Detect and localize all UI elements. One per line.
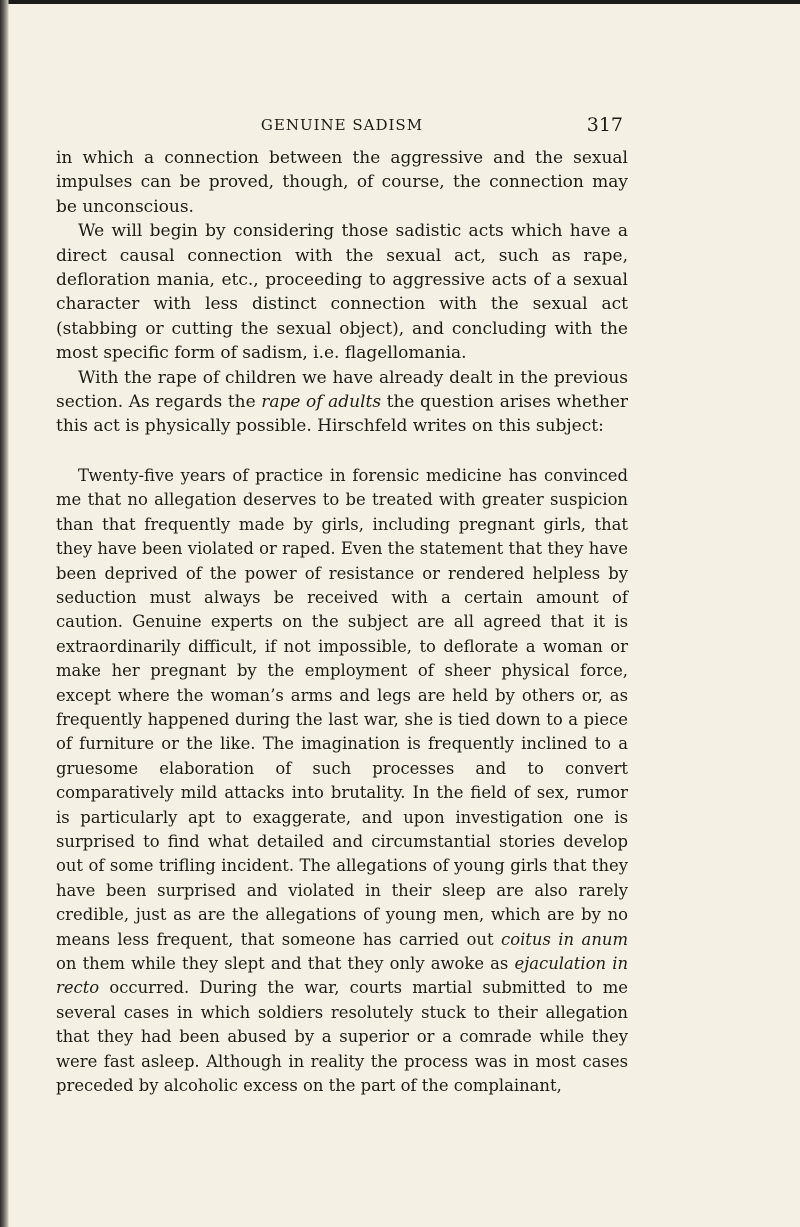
page-top-edge (0, 0, 800, 4)
book-page (56, 114, 628, 1098)
quote-text-2: on them while they slept and that they only awoke as (56, 954, 515, 973)
running-head (56, 114, 628, 146)
page-number: 317 (586, 114, 623, 136)
paragraph-3 (56, 366, 628, 439)
paragraph-2: We will begin by considering those sadistic acts which have a direct causal connection with the sexual act, such as rape, defloration mania, etc., proceeding to aggressive acts of a sexual character with less distinct connection with the sexual act (stabbing or cutting the sexual object), and concluding with the most specific form of sadism, i.e. flagellomania. (56, 221, 628, 364)
quote-italic-2: ejaculation in recto (56, 954, 628, 998)
quote-text-1: Twenty-five years of practice in forensic medicine has convinced me that no allegation deserves to be treated with greater suspicion than that frequently made by girls, including pregnant girls, that they have been violated or raped. Even the statement that they have been deprived of the power of resistance or rendered helpless by seduction must always be received with a certain amount of caution. Genuine experts on the subject are all agreed that it is extraordinarily difficult, if not impossible, to deflorate a woman or make her pregnant by the employment of sheer physical force, except where the woman’s arms and legs are held by others or, as frequently happened during the last war, she is tied down to a piece of furniture or the like. The imagination is frequently inclined to a gruesome elaboration of such processes and to convert comparatively mild attacks into brutality. In the field of sex, rumor is particularly apt to exaggerate, and upon investigation one is surprised to find what detailed and circumstantial stories develop out of some trifling incident. The allegations of young girls that they have been surprised and violated in their sleep are also rarely credible, just as are the allegations of young men, which are by no means less frequent, that someone has carried out (56, 465, 628, 949)
paragraph-1: in which a connection between the aggressive and the sexual impulses can be proved, though, of course, the connection may be unconscious. (56, 148, 628, 217)
quote-text-3: occurred. During the war, courts martial submitted to me several cases in which soldiers resolutely stuck to their allegation that they had been abused by a superior or a comrade while they were fast asleep. Although in reality the process was in most cases preceded by alcoholic excess on the part of the complainant, (56, 978, 628, 1096)
block-quotation (56, 464, 628, 1099)
book-binding-edge (0, 0, 9, 1227)
running-title: GENUINE SADISM (260, 116, 424, 134)
paragraph-3-text-b: the question arises whether this act is physically possible. Hirschfeld writes on this subject: (56, 392, 629, 437)
quote-italic-1: coitus in anum (501, 929, 628, 949)
paragraph-3-text-a: With the rape of children we have already dealt in the previous section. As regards the (56, 367, 628, 413)
paragraph-3-italic: rape of adults (261, 392, 382, 413)
